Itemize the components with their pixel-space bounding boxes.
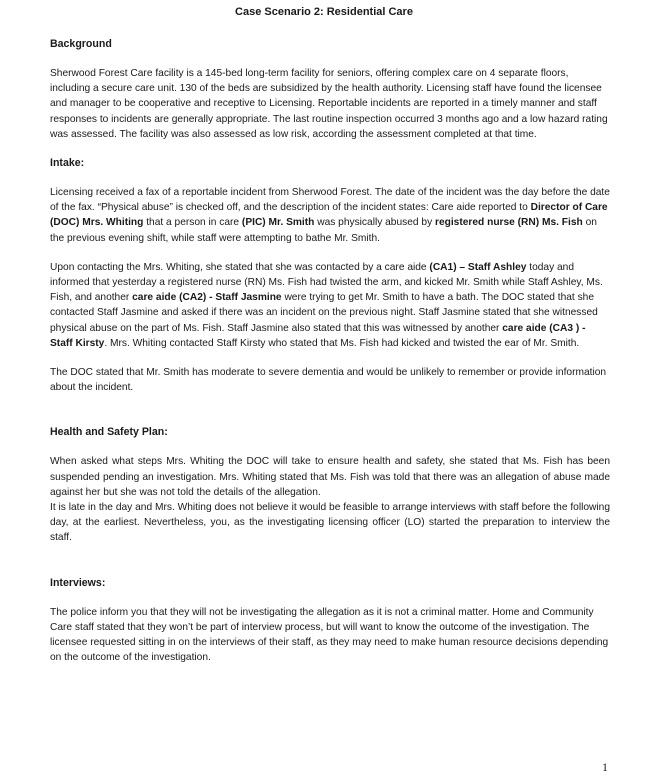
- health-safety-text-1: When asked what steps Mrs. Whiting the DOC will take to ensure health and safety, she stated that Ms. Fish has been suspended pending an investigation. Mrs. Whiting stated that Ms. Fish was told that there was an allegation of abuse made against her but she was not told the details of the allegation.: [50, 456, 610, 498]
- bold-ca3-name: care aide (CA3 ) - Staff Kirsty: [50, 322, 586, 349]
- page-number: 1: [602, 760, 608, 774]
- bold-ca2-name: care aide (CA2) - Staff Jasmine: [132, 292, 282, 304]
- intake-heading: Intake:: [50, 157, 85, 170]
- interviews-heading: Interviews:: [50, 576, 106, 589]
- document-title: Case Scenario 2: Residential Care: [235, 6, 413, 18]
- document-body: [50, 37, 610, 679]
- background-heading: Background: [50, 38, 112, 50]
- interviews-paragraph: The police inform you that they will not be investigating the allegation as it is not a criminal matter. Home and Community Care staff stated that they won’t be part of interview process, but will want to know the outcome of the investigation. The licensee requested sitting in on the interviews of their staff, as they may need to make human resource decisions depending on the outcome of the investigation.: [50, 606, 609, 664]
- health-safety-paragraph: [50, 454, 610, 545]
- text-run: today and informed that yesterday a registered nurse (RN) Ms. Fish had twisted the arm, and kicked Mr. Smith while Staff Ashley, Ms. Fish, and another: [50, 261, 603, 304]
- text-run: Licensing received a fax of a reportable incident from Sherwood Forest. The date of the incident was the day before the date of the fax. “Physical abuse” is checked off, and the description of the incident states: Care aide reported to: [50, 187, 610, 214]
- bold-ca1-name: (CA1) – Staff Ashley: [429, 261, 527, 273]
- intake-paragraph-1: [50, 185, 610, 246]
- health-safety-heading: Health and Safety Plan:: [50, 426, 168, 439]
- text-run: Upon contacting the Mrs. Whiting, she stated that she was contacted by a care aide: [50, 261, 430, 273]
- text-run: that a person in care: [143, 217, 242, 229]
- bold-pic-name: (PIC) Mr. Smith: [241, 217, 315, 229]
- intake-paragraph-3: The DOC stated that Mr. Smith has moderate to severe dementia and would be unlikely to remember or provide information about the incident.: [50, 367, 607, 394]
- text-run: was physically abused by: [314, 217, 435, 229]
- health-safety-text-2: It is late in the day and Mrs. Whiting does not believe it would be feasible to arrange interviews with staff before the following day, at the earliest. Nevertheless, you, as the investigating licensing officer (LO) started the preparation to interview the staff.: [50, 502, 610, 544]
- background-paragraph: Sherwood Forest Care facility is a 145-bed long-term facility for seniors, offering complex care on 4 separate floors, including a secure care unit. 130 of the beds are subsidized by the health authority. Licensing staff have found the licensee and manager to be cooperative and receptive to Licensing. Reportable incidents are reported in a timely manner and staff responses to incidents are generally appropriate. The last routine inspection occurred 3 months ago and a low hazard rating was assessed. The facility was also assessed as low risk, according the assessment completed at that time.: [50, 68, 608, 140]
- bold-doc-name: Director of Care (DOC) Mrs. Whiting: [50, 202, 608, 229]
- text-run: . Mrs. Whiting contacted Staff Kirsty who stated that Ms. Fish had kicked and twisted the ear of Mr. Smith.: [104, 337, 580, 349]
- text-run: were trying to get Mr. Smith to have a bath. The DOC stated that she contacted Staff Jasmine and asked if there was an incident on the previous night. Staff Jasmine stated that she witnessed physical abuse on the part of Ms. Fish. Staff Jasmine also stated that this was witnessed by another: [50, 292, 598, 334]
- intake-paragraph-2: [50, 260, 610, 351]
- bold-rn-name: registered nurse (RN) Ms. Fish: [435, 217, 583, 229]
- text-run: on the previous evening shift, while staff were attempting to bathe Mr. Smith.: [50, 217, 597, 244]
